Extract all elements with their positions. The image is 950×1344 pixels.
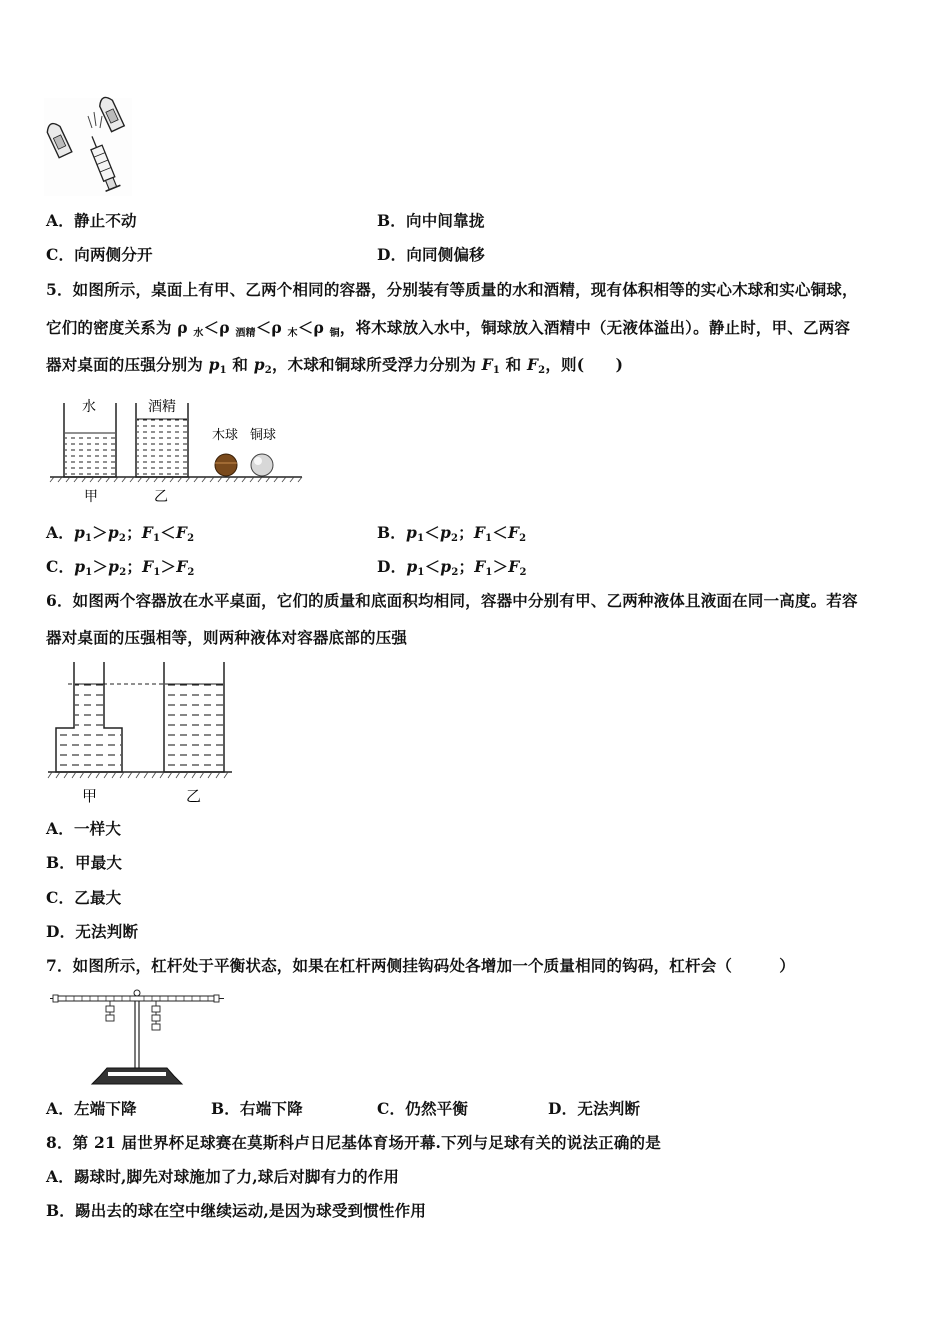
q7-stem-line1: 7．如图所示，杠杆处于平衡状态，如果在杠杆两侧挂钩码处各增加一个质量相同的钩码，杠杆会（ ）	[46, 956, 795, 975]
label-alcohol: 酒精	[148, 399, 176, 415]
q4-figure-boats-syringe	[44, 98, 134, 198]
q6-option-d: D．无法判断	[46, 922, 139, 941]
q8-stem-line1: 8．第 21 届世界杯足球赛在莫斯科卢日尼基体育场开幕.下列与足球有关的说法正确的是	[46, 1133, 661, 1152]
right-hook-weights	[152, 1001, 160, 1030]
label-yi: 乙	[186, 787, 202, 805]
q4-option-d: D．向同侧偏移	[377, 245, 485, 264]
q7-option-a: A．左端下降	[46, 1099, 137, 1118]
pivot-icon	[134, 990, 140, 996]
q6-figure-containers	[46, 660, 236, 808]
q5-stem-line3: 器对桌面的压强分别为 $p_1$ 和 $p_2$，木球和铜球所受浮力分别为 $F_1$ 和 $F_2$，则( )	[46, 355, 624, 376]
q6-option-c: C．乙最大	[46, 888, 122, 907]
q5-option-a: A．$p_1>p_2$；$F_1<F_2$	[46, 523, 195, 544]
q6-stem-line1: 6．如图两个容器放在水平桌面，它们的质量和底面积均相同，容器中分别有甲、乙两种液体且液面在同一高度。若容	[46, 591, 858, 610]
q7-option-b: B．右端下降	[211, 1099, 303, 1118]
q5-option-b: B．$p_1<p_2$；$F_1<F_2$	[377, 523, 527, 544]
q4-option-a: A．静止不动	[46, 211, 137, 230]
container-yi	[164, 662, 224, 772]
q5-figure-containers	[46, 393, 308, 505]
label-copper-ball: 铜球	[250, 428, 277, 443]
label-yi: 乙	[154, 489, 168, 505]
q5-option-d: D．$p_1<p_2$；$F_1>F_2$	[377, 557, 527, 578]
q8-option-b: B．踢出去的球在空中继续运动,是因为球受到惯性作用	[46, 1201, 427, 1220]
left-hook-weights	[106, 1001, 114, 1021]
q8-option-a: A．踢球时,脚先对球施加了力,球后对脚有力的作用	[46, 1167, 400, 1186]
q7-figure-lever	[50, 986, 230, 1088]
label-jia: 甲	[84, 489, 98, 505]
lever-bar	[58, 996, 214, 1001]
q5-option-c: C．$p_1>p_2$；$F_1>F_2$	[46, 557, 195, 578]
q4-option-b: B．向中间靠拢	[377, 211, 485, 230]
q6-option-b: B．甲最大	[46, 853, 123, 872]
q4-option-c: C．向两侧分开	[46, 245, 153, 264]
label-wood-ball: 木球	[212, 428, 239, 443]
label-water: 水	[82, 399, 96, 415]
container-jia	[56, 662, 122, 772]
q7-option-c: C．仍然平衡	[377, 1099, 469, 1118]
copper-ball-icon	[251, 454, 273, 476]
wood-ball-icon	[215, 454, 237, 476]
q7-option-d: D．无法判断	[548, 1099, 641, 1118]
q5-stem-line1: 5．如图所示，桌面上有甲、乙两个相同的容器，分别装有等质量的水和酒精，现有体积相等的实心木球和实心铜球，	[46, 280, 858, 299]
label-jia: 甲	[82, 787, 98, 805]
q5-stem-line2: 它们的密度关系为 ρ $_水$＜ρ $_{酒精}$＜ρ $_木$＜ρ $_铜$，将木球放入水中，铜球放入酒精中（无液体溢出）。静止时，甲、乙两容	[46, 318, 851, 339]
q6-stem-line2: 器对桌面的压强相等，则两种液体对容器底部的压强	[46, 628, 408, 647]
q6-option-a: A．一样大	[46, 819, 122, 838]
